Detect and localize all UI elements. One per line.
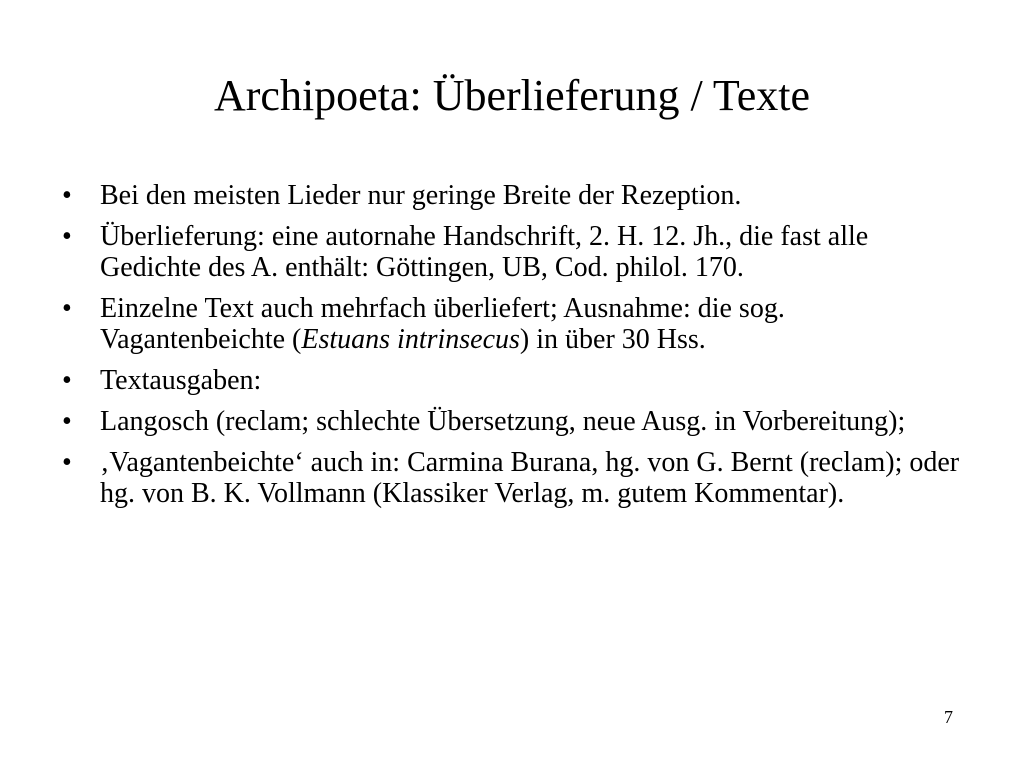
- bullet-item-ueberlieferung: [62, 221, 962, 283]
- bullet-dot-icon: •: [62, 180, 72, 211]
- bullet-text: ‚Vagantenbeichte‘ auch in: Carmina Burana, hg. von G. Bernt (reclam); oder hg. von B. K. Vollmann (Klassiker Verlag, m. gutem Kommentar).: [100, 447, 960, 509]
- bullet-item-einzelne-texte: [62, 293, 962, 355]
- bullet-text: Einzelne Text auch mehrfach überliefert; Ausnahme: die sog. Vagantenbeichte (: [100, 293, 785, 355]
- bullet-text-italic-title: Estuans intrinsecus: [301, 324, 520, 355]
- bullet-text: Überlieferung: eine autornahe Handschrift, 2. H. 12. Jh., die fast alle Gedichte des A. enthält: Göttingen, UB, Cod. philol. 170.: [100, 221, 869, 283]
- bullet-text: Bei den meisten Lieder nur geringe Breite der Rezeption.: [100, 180, 742, 211]
- bullet-dot-icon: •: [62, 221, 72, 252]
- bullet-dot-icon: •: [62, 447, 72, 478]
- bullet-dot-icon: •: [62, 293, 72, 324]
- bullet-list: [62, 180, 962, 519]
- bullet-text: Textausgaben:: [100, 365, 262, 396]
- bullet-item-textausgaben: [62, 365, 962, 396]
- bullet-item-langosch: [62, 406, 962, 437]
- bullet-dot-icon: •: [62, 406, 72, 437]
- slide-title: Archipoeta: Überlieferung / Texte: [214, 71, 810, 120]
- bullet-dot-icon: •: [62, 365, 72, 396]
- bullet-text: ) in über 30 Hss.: [519, 324, 706, 355]
- bullet-item-vagantenbeichte: [62, 447, 962, 509]
- bullet-text: Langosch (reclam; schlechte Übersetzung, neue Ausg. in Vorbereitung);: [100, 406, 906, 437]
- bullet-item-rezeption: [62, 180, 962, 211]
- page-number: 7: [944, 707, 953, 727]
